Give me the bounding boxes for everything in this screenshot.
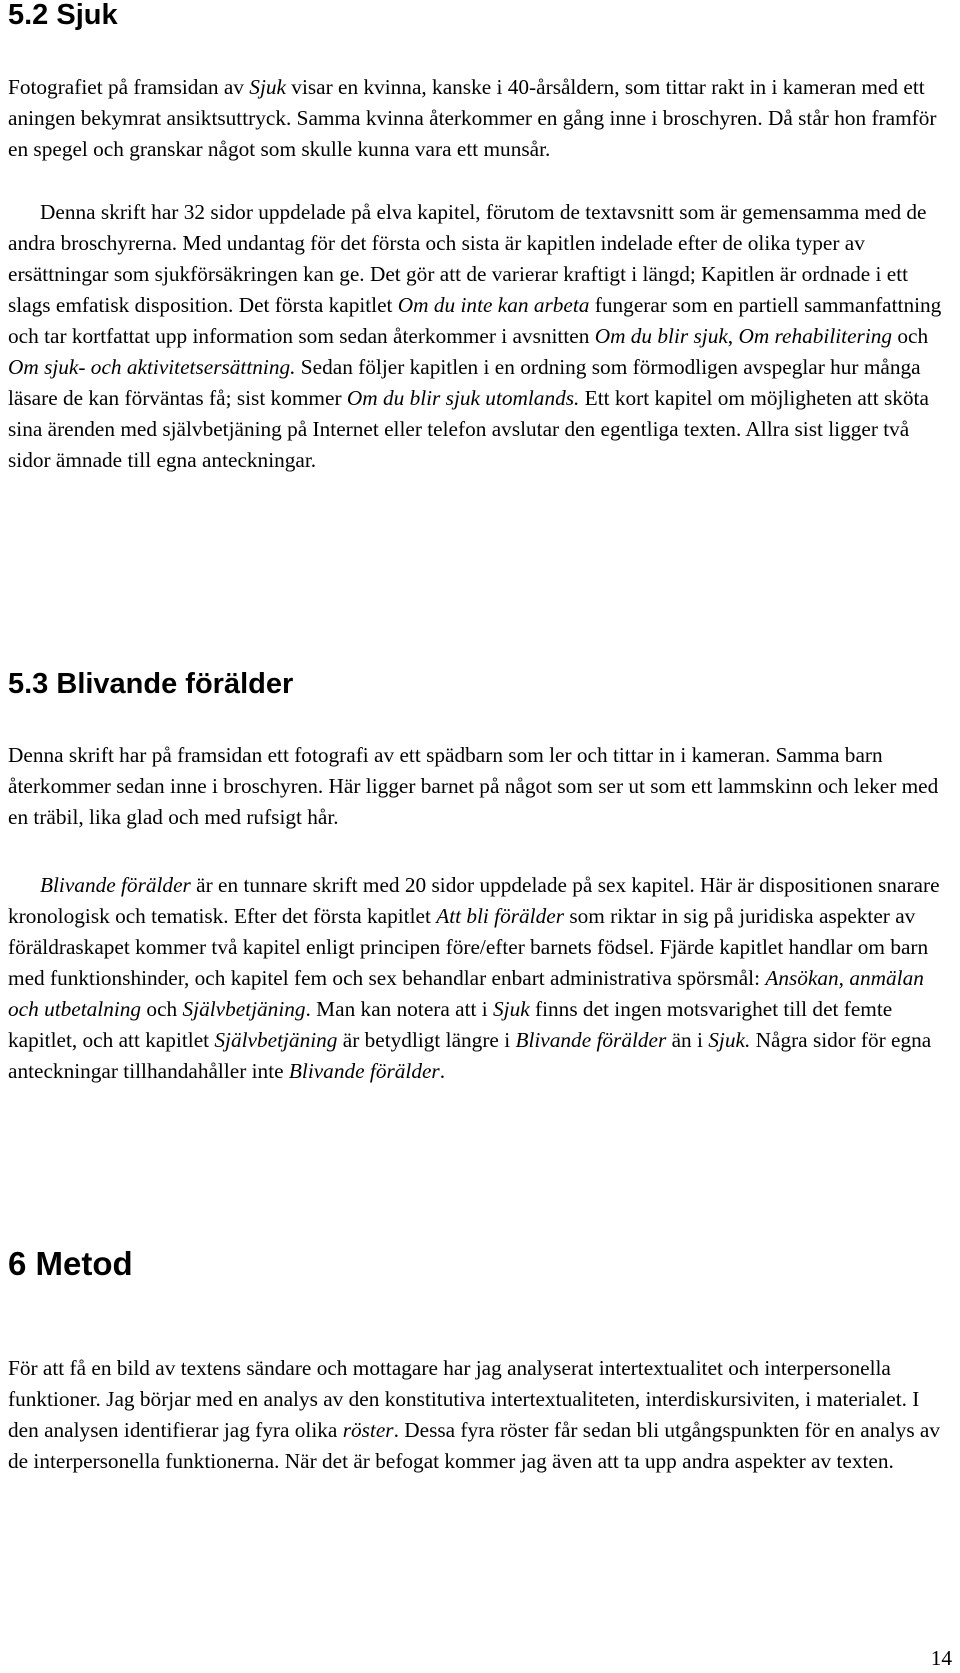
text-run: fungerar som en partiell sammanfattning och tar kortfattat upp information som sedan återkommer i avsnitten <box>8 293 942 348</box>
page-number: 14 <box>930 1646 952 1670</box>
paragraph-sjuk-chapters <box>8 197 952 476</box>
italic-title: Självbetjäning <box>182 997 306 1021</box>
text-run: Några sidor för egna anteckningar tillhandahåller inte <box>8 1028 932 1083</box>
text-run: är en tunnare skrift med 20 sidor uppdelade på sex kapitel. Här är dispositionen snarare kronologisk och tematisk. Efter det första kapitlet <box>8 873 940 928</box>
italic-title: Blivande förälder <box>515 1028 667 1052</box>
italic-title: Om du blir sjuk utomlands. <box>346 386 580 410</box>
italic-title: Om du blir sjuk <box>594 324 728 348</box>
paragraph-blivande-chapters <box>8 870 952 1087</box>
text-run: . <box>439 1059 446 1083</box>
text-run: . Dessa fyra röster får sedan bli utgångspunkten för en analys av de interpersonella funktionerna. När det är befogat kommer jag även att ta upp andra aspekter av texten. <box>8 1418 941 1473</box>
italic-title: Blivande förälder <box>40 873 191 897</box>
text-run: är betydligt längre i <box>337 1028 516 1052</box>
text-run: Fotografiet på framsidan av <box>8 75 250 99</box>
text-run: och <box>141 997 183 1021</box>
italic-title: Ansökan, anmälan och utbetalning <box>8 966 924 1021</box>
text-run: Sedan följer kapitlen i en ordning som förmodligen avspeglar hur många läsare de kan förväntas få; sist kommer <box>8 355 921 410</box>
italic-title: Om rehabilitering <box>738 324 893 348</box>
italic-title: Sjuk <box>493 997 530 1021</box>
text-run: som riktar in sig på juridiska aspekter av föräldraskapet kommer två kapitel enligt principen före/efter barnets födsel. Fjärde kapitlet handlar om barn med funktionshinder, och kapitel fem och sex behandlar enbart administrativa spörsmål: <box>8 904 929 990</box>
italic-title: Att bli förälder <box>436 904 564 928</box>
text-run: , <box>727 324 739 348</box>
italic-title: Självbetjäning <box>214 1028 338 1052</box>
paragraph-sjuk-photo <box>8 72 952 165</box>
text-run: Denna skrift har på framsidan ett fotografi av ett spädbarn som ler och tittar in i kameran. Samma barn återkommer sedan inne i broschyren. Här ligger barnet på något som ser ut som ett lammskinn och leker med en träbil, lika glad och med rufsigt hår. <box>8 743 939 829</box>
text-run: visar en kvinna, kanske i 40-årsåldern, som tittar rakt in i kameran med ett aningen bekymrat ansiktsuttryck. Samma kvinna återkommer en gång inne i broschyren. Då står hon framför en spegel och granskar något som skulle kunna vara ett munsår. <box>8 75 937 161</box>
text-run: För att få en bild av textens sändare och mottagare har jag analyserat intertextualitet och interpersonella funktioner. Jag börjar med en analys av den konstitutiva intertextualiteten, interdiskursiviten, i materialet. I den analysen identifierar jag fyra olika <box>8 1356 920 1442</box>
text-run: finns det ingen motsvarighet till det femte kapitlet, och att kapitlet <box>8 997 893 1052</box>
italic-title: Sjuk <box>249 75 286 99</box>
text-run: Ett kort kapitel om möjligheten att sköta sina ärenden med självbetjäning på Internet eller telefon avslutar den egentliga texten. Allra sist ligger två sidor ämnade till egna anteckningar. <box>8 386 929 472</box>
italic-title: Om du inte kan arbeta <box>397 293 590 317</box>
italic-title: Om sjuk- och aktivitetsersättning. <box>8 355 296 379</box>
section-heading-5-3: 5.3 Blivande förälder <box>8 668 294 700</box>
text-run: och <box>892 324 929 348</box>
italic-title: röster <box>342 1418 394 1442</box>
text-run: än i <box>666 1028 709 1052</box>
text-run: Denna skrift har 32 sidor uppdelade på elva kapitel, förutom de textavsnitt som är gemensamma med de andra broschyrerna. Med undantag för det första och sista är kapitlen indelade efter de olika typer av ersättningar som sjukförsäkringen kan ge. Det gör att de varierar kraftigt i längd; Kapitlen är ordnade i ett slags emfatisk disposition. Det första kapitlet <box>8 200 927 317</box>
section-heading-5-2: 5.2 Sjuk <box>8 0 118 31</box>
section-heading-6: 6 Metod <box>8 1245 133 1282</box>
italic-title: Blivande förälder <box>288 1059 440 1083</box>
text-run: . Man kan notera att i <box>305 997 494 1021</box>
paragraph-metod <box>8 1353 952 1477</box>
italic-title: Sjuk. <box>708 1028 751 1052</box>
paragraph-blivande-photo <box>8 740 952 833</box>
